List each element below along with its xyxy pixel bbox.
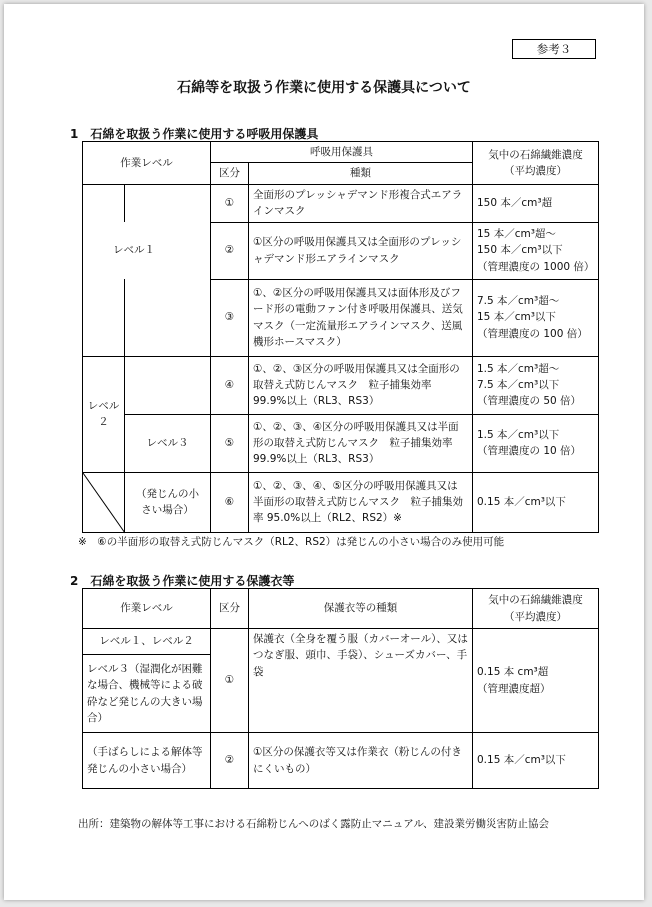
header-concentration: 気中の石綿繊維濃度 （平均濃度） xyxy=(473,589,599,629)
row-number: ④ xyxy=(211,356,249,414)
header-category: 区分 xyxy=(211,163,249,184)
row-number: ⑤ xyxy=(211,414,249,472)
clothing-type: ①区分の保護衣等又は作業衣（粉じんの付きにくいもの） xyxy=(249,733,473,789)
source-citation: 出所：建築物の解体等工事における石綿粉じんへのばく露防止マニュアル、建設業労働災害防止協会 xyxy=(78,818,550,830)
row-number: ⑥ xyxy=(211,472,249,532)
section1-heading: 1 石綿を取扱う作業に使用する呼吸用保護具 xyxy=(70,127,319,141)
diagonal-cell xyxy=(83,472,125,532)
row-number: ③ xyxy=(211,279,249,356)
concentration-value: 1.5 本／cm³以下 （管理濃度の 10 倍） xyxy=(473,414,599,472)
header-respirator: 呼吸用保護具 xyxy=(211,142,473,163)
row-number: ① xyxy=(211,629,249,733)
concentration-value: 150 本／cm³超 xyxy=(473,184,599,222)
header-work-level: 作業レベル xyxy=(83,142,211,185)
section2-heading: 2 石綿を取扱う作業に使用する保護衣等 xyxy=(70,574,295,588)
level2-label: レベル ２ xyxy=(83,356,125,472)
respirator-type: ①、②区分の呼吸用保護具又は面体形及びフード形の電動ファン付き呼吸用保護具、送気マスク（一定流量形エアラインマスク、送風機形ホースマスク） xyxy=(249,279,473,356)
manual-demolition-label: （手ばらしによる解体等発じんの小さい場合） xyxy=(83,733,211,789)
header-concentration: 気中の石綿繊維濃度 （平均濃度） xyxy=(473,142,599,185)
respirator-type: ①、②、③、④、⑤区分の呼吸用保護具又は半面形の取替え式防じんマスク 粒子捕集効率 95.0%以上（RL2、RS2）※ xyxy=(249,472,473,532)
concentration-value: 0.15 本／cm³以下 xyxy=(473,733,599,789)
header-work-level: 作業レベル xyxy=(83,589,211,629)
row-number: ② xyxy=(211,733,249,789)
row-number: ① xyxy=(211,184,249,222)
concentration-value: 1.5 本／cm³超～ 7.5 本／cm³以下 （管理濃度の 50 倍） xyxy=(473,356,599,414)
respirator-type: ①、②、③区分の呼吸用保護具又は全面形の取替え式防じんマスク 粒子捕集効率 99.9%以上（RL3、RS3） xyxy=(249,356,473,414)
header-type: 種類 xyxy=(249,163,473,184)
concentration-value: 7.5 本／cm³超～ 15 本／cm³以下 （管理濃度の 100 倍） xyxy=(473,279,599,356)
reference-label: 参考３ xyxy=(512,39,596,59)
header-category: 区分 xyxy=(211,589,249,629)
respirator-type: ①区分の呼吸用保護具又は全面形のプレッシャデマンド形エアラインマスク xyxy=(249,222,473,279)
level1-label: レベル１ xyxy=(113,244,155,257)
diagonal-line xyxy=(83,473,125,533)
row-number: ② xyxy=(211,222,249,279)
small-dust-label: （発じんの小 さい場合） xyxy=(125,472,211,532)
level3-label: レベル３（湿潤化が困難な場合、機械等による破砕など発じんの大きい場合） xyxy=(83,655,211,733)
header-type: 保護衣等の種類 xyxy=(249,589,473,629)
concentration-value: 15 本／cm³超～ 150 本／cm³以下 （管理濃度の 1000 倍） xyxy=(473,222,599,279)
section1-note: ※ ⑥の半面形の取替え式防じんマスク（RL2、RS2）は発じんの小さい場合のみ使用可能 xyxy=(78,536,505,548)
document-page xyxy=(4,4,644,900)
clothing-type: 保護衣（全身を覆う服（カバーオール）、又はつなぎ服、頭巾、手袋）、シューズカバー、手袋 xyxy=(249,629,473,733)
page-title: 石綿等を取扱う作業に使用する保護具について xyxy=(177,80,471,96)
concentration-value: 0.15 本 cm³超 （管理濃度超） xyxy=(473,629,599,733)
protective-clothing-table xyxy=(82,588,599,789)
level12-label: レベル１、レベル２ xyxy=(83,629,211,655)
concentration-value: 0.15 本／cm³以下 xyxy=(473,472,599,532)
level3-label: レベル３ xyxy=(125,414,211,472)
respirator-type: ①、②、③、④区分の呼吸用保護具又は半面形の取替え式防じんマスク 粒子捕集効率 99.9%以上（RL3、RS3） xyxy=(249,414,473,472)
respirator-table xyxy=(82,141,599,533)
respirator-type: 全面形のプレッシャデマンド形複合式エアラインマスク xyxy=(249,184,473,222)
